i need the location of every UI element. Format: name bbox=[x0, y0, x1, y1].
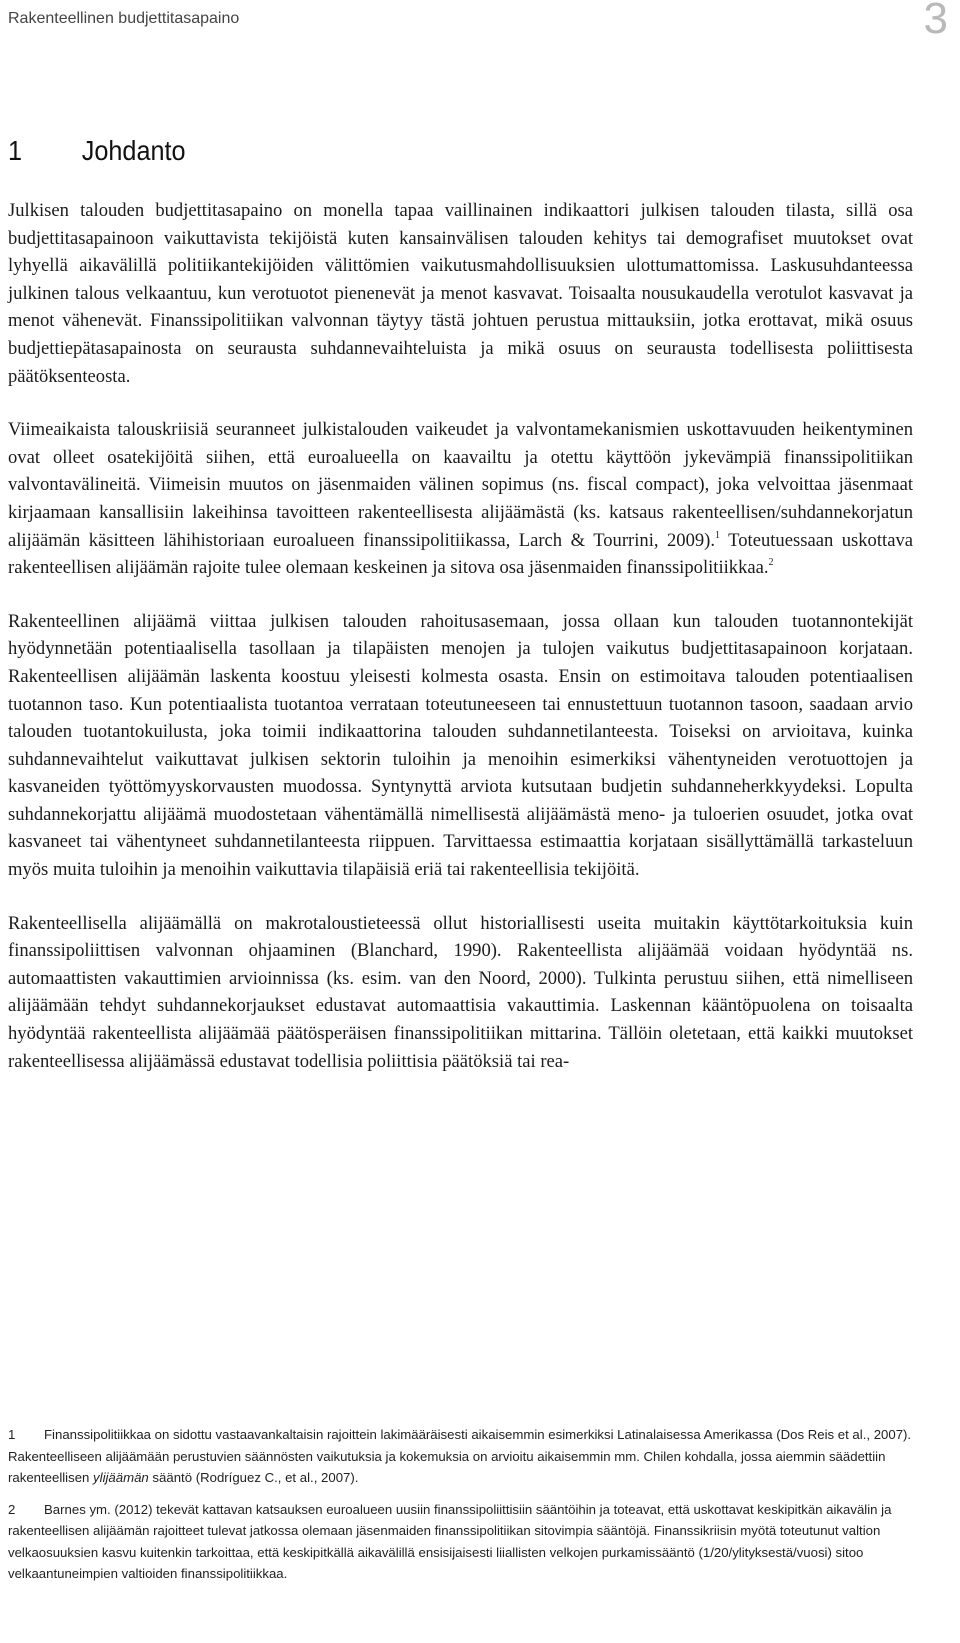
footnote-number: 2 bbox=[8, 1501, 16, 1517]
paragraph-text: Toteutuessaan uskottava rakenteellisen alijäämän rajoite tulee olemaan keskeinen ja sitova osa jäsenmaiden finanssipolitiikkaa. bbox=[8, 529, 913, 579]
paragraph-text: Viimeaikaista talouskriisiä seuranneet julkistalouden vaikeudet ja valvontamekanismien uskottavuuden heikentyminen ovat olleet osatekijöitä siihen, että euroalueella on kaavailtu ja otettu käyttöön jykevämpiä finanssipolitiikan valvontavälineitä. Viimeisin muutos on jäsenmaiden välinen sopimus (ns. fiscal compact), joka velvoittaa jäsenmaat kirjaamaan kansallisiin lakeihinsa tavoitteen rakenteellisesta alijäämästä (ks. katsaus rakenteellisen/suhdannekorjatun alijäämän käsitteen lähihistoriaan euroalueen finanssipolitiikassa, Larch & Tourrini, 2009). bbox=[8, 419, 913, 551]
footnote-text: Finanssipolitiikkaa on sidottu vastaavankaltaisin rajoittein lakimääräisesti aikaisemmin esimerkiksi Latinalaisessa Amerikassa (Dos Reis et al., 2007). Rakenteelliseen alijäämään perustuvien säännösten vaikutuksia ja kokemuksia on arvioitu aikaisemmin mm. Chilen kohdalla, jossa aiemmin säädettiin rakenteellisen bbox=[8, 1427, 912, 1485]
footnote bbox=[8, 1499, 913, 1585]
footnote-reference[interactable]: 2 bbox=[768, 557, 774, 569]
footnote-number: 1 bbox=[8, 1427, 16, 1442]
footnote-reference[interactable]: 1 bbox=[715, 529, 721, 541]
running-title: Rakenteellinen budjettitasapaino bbox=[8, 10, 240, 27]
footnote-emphasis: ylijäämän bbox=[93, 1470, 149, 1485]
page-number: 3 bbox=[923, 0, 948, 43]
footnote-text: Barnes ym. (2012) tekevät kattavan katsauksen euroalueen uusiin finanssipoliittisiin sääntöihin ja toteavat, että uskottavat keskipitkän aikavälin ja rakenteellisen alijäämän rajoitteet tulevat jatkossa olemaan jäsenmaiden finanssipolitiikan sitovimpia sääntöjä. Finanssikriisin myötä toteutunut valtion velkaosuuksien kasvu kuitenkin tarkoittaa, että keskipitkällä aikavälillä ensisijaisesti liiallisten velkojen purkamissääntö (1/20/ylityksestä/vuosi) sitoo velkaantuneimpien valtioiden finanssipolitiikkaa. bbox=[8, 1501, 892, 1581]
paragraph: Rakenteellisella alijäämällä on makrotaloustieteessä ollut historiallisesti useita muitakin käyttötarkoituksia kuin finanssipoliittisen valvonnan ohjaaminen (Blanchard, 1990). Rakenteellista alijäämää voidaan hyödyntää ns. automaattisten vakauttimien arvioinnissa (ks. esim. van den Noord, 2000). Tulkinta perustuu siihen, että nimelliseen alijäämään tehdyt suhdannekorjaukset edustavat automaattisia vakauttimia. Laskennan kääntöpuolena on toisaalta hyödyntää rakenteellista alijäämää päätösperäisen finanssipolitiikan mittarina. Tällöin oletetaan, että kaikki muutokset rakenteellisessa alijäämässä edustavat todellisia poliittisia päätöksiä tai rea- bbox=[8, 912, 913, 1072]
chapter-number: 1 bbox=[8, 135, 23, 166]
footnote-text: sääntö (Rodríguez C., et al., 2007). bbox=[148, 1470, 359, 1485]
paragraph: Rakenteellinen alijäämä viittaa julkisen talouden rahoitusasemaan, jossa ollaan kun talouden tuotannontekijät hyödynnetään potentiaalisella tasollaan ja tilapäisten menojen ja tulojen vaikutus budjettitasapainoon korjataan. Rakenteellisen alijäämän laskenta koostuu yleisesti kolmesta osasta. Ensin on estimoitava talouden potentiaalisen tuotannon taso. Kun potentiaalista tuotantoa verrataan toteutuneeseen tai ennustettuun tuotannon tasoon, saadaan arvio talouden tuotantokuilusta, joka toimii indikaattorina talouden suhdannetilanteesta. Toiseksi on arvioitava, kuinka suhdannevaihtelut vaikuttavat julkisen sektorin tuloihin ja menoihin esimerkiksi vähentyneiden verotuottojen ja kasvaneiden työttömyyskorvausten muodossa. Syntynyttä arviota kutsutaan budjetin suhdanneherkkyydeksi. Lopulta suhdannekorjattu alijäämä muodostetaan vähentämällä nimellisestä alijäämästä meno- ja tuloerien osuudet, jotka ovat kasvaneet tai vähentyneet suhdannetilanteesta riippuen. Tarvittaessa estimaattia korjataan sisällyttämällä tarkasteluun myös muita tuloihin ja menoihin vaikuttavia tilapäisiä eriä tai rakenteellisia tekijöitä. bbox=[8, 610, 913, 881]
paragraph bbox=[8, 416, 913, 582]
footnotes bbox=[8, 1424, 913, 1595]
body-text bbox=[8, 197, 913, 1101]
chapter-title: Johdanto bbox=[81, 135, 186, 166]
footnote bbox=[8, 1424, 913, 1489]
paragraph: Julkisen talouden budjettitasapaino on monella tapaa vaillinainen indikaattori julkisen talouden tilasta, sillä osa budjettitasapainoon vaikuttavista tekijöistä kuten kansainvälisen talouden kehitys tai demografiset muutokset ovat lyhyellä aikavälillä politiikantekijöiden välittömien vaikutusmahdollisuuksien ulottumattomissa. Laskusuhdanteessa julkinen talous velkaantuu, kun verotuotot pienenevät ja menot kasvavat. Toisaalta nousukaudella verotulot kasvavat ja menot vähenevät. Finanssipolitiikan valvonnan täytyy tästä johtuen perustua mittauksiin, jotka erottavat, mikä osuus budjettiepätasapainosta on seurausta suhdannevaihteluista ja mikä osuus on seurausta todellisesta poliittisesta päätöksenteosta. bbox=[8, 200, 913, 387]
chapter-heading bbox=[8, 135, 185, 167]
